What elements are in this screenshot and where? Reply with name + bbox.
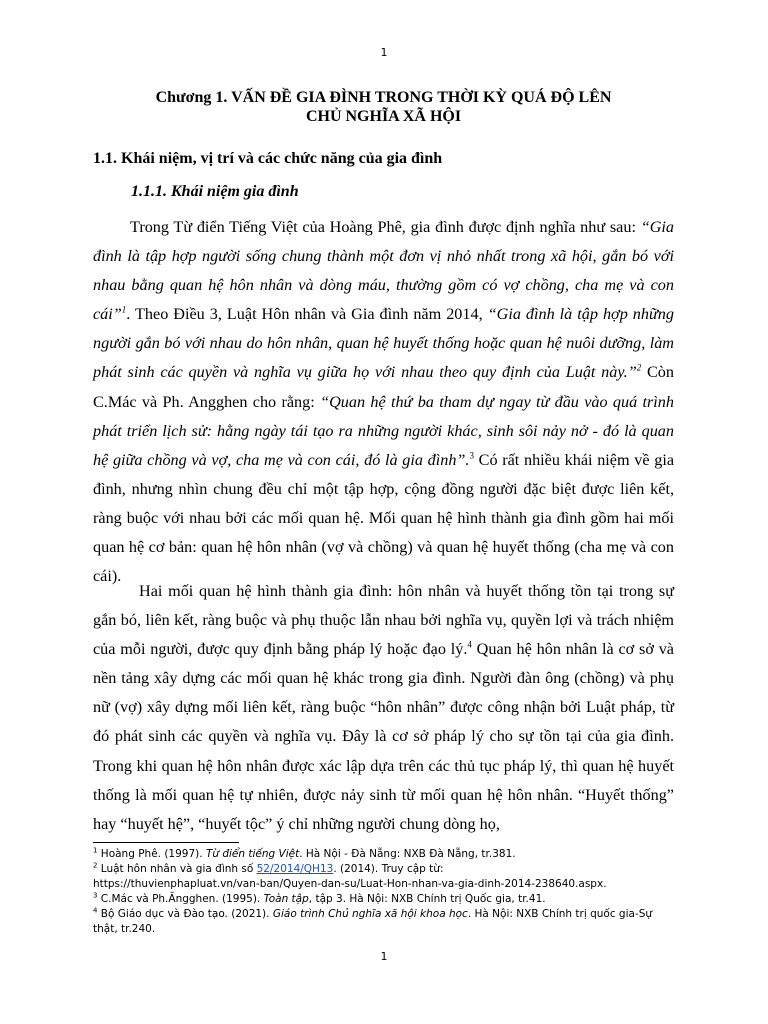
subsection-heading: 1.1.1. Khái niệm gia đình: [131, 183, 299, 200]
page-number-top: 1: [380, 46, 388, 59]
footnote-4-publisher: . Hà Nội: NXB Chính trị quốc gia-Sự thật, tr.240.: [93, 908, 653, 935]
footnote-4-title: Giáo trình Chủ nghĩa xã hội khoa học: [272, 908, 468, 920]
footnote-2-text: Luật hôn nhân và gia đình số: [97, 863, 257, 875]
footnote-3-number: 3: [93, 891, 98, 900]
paragraph-2-text-1: Hai mối quan hệ hình thành gia đình: hôn nhân và huyết thống tồn tại trong sự gắn bó, liên kết, ràng buộc và phụ thuộc lẫn nhau bởi nghĩa vụ, quyền lợi và trách nhiệm của mỗi người, được quy định bằng pháp lý hoặc đạo lý.: [93, 582, 674, 659]
footnote-2-access: . (2014). Truy cập từ:: [333, 863, 444, 875]
footnote-ref-4[interactable]: 4: [467, 639, 472, 650]
footnote-ref-3[interactable]: 3: [469, 450, 474, 461]
footnote-4-number: 4: [93, 906, 98, 915]
footnote-4: [93, 907, 674, 937]
paragraph-2-text-2: Quan hệ hôn nhân là cơ sở và nền tảng xây dựng các mối quan hệ khác trong gia đình. Người đàn ông (chồng) và phụ nữ (vợ) xây dựng mối liên kết, ràng buộc “hôn nhân” được công nhận bởi Luật pháp, từ đó phát sinh các quyền và nghĩa vụ. Đây là cơ sở pháp lý cho sự tồn tại của gia đình. Trong khi quan hệ hôn nhân được xác lập dựa trên các thủ tục pháp lý, thì quan hệ huyết thống là mối quan hệ tự nhiên, được nảy sinh từ mối quan hệ hôn nhân. “Huyết thống” hay “huyết hệ”, “huyết tộc” ý chỉ những người chung dòng họ,: [93, 640, 674, 833]
quote-marx-engels: “Quan hệ thứ ba tham dự ngay từ đầu vào quá trình phát triển lịch sử: hằng ngày tái tạo ra những người khác, sinh sôi nảy nở - đó là quan hệ giữa chồng và vợ, cha mẹ và con cái, đó là gia đình”.: [93, 392, 674, 469]
footnote-2-url: https://thuvienphapluat.vn/van-ban/Quyen-dan-su/Luat-Hon-nhan-va-gia-dinh-2014-238640.aspx.: [93, 878, 607, 890]
footnote-2-number: 2: [93, 861, 98, 870]
chapter-title-line1: Chương 1. VẤN ĐỀ GIA ĐÌNH TRONG THỜI KỲ QUÁ ĐỘ LÊN: [155, 89, 612, 106]
page-number-bottom: 1: [380, 950, 388, 963]
chapter-title: [93, 88, 674, 126]
footnote-1: [93, 847, 674, 862]
footnote-separator: [93, 842, 239, 843]
section-heading: 1.1. Khái niệm, vị trí và các chức năng của gia đình: [93, 150, 443, 167]
footnote-1-publisher: . Hà Nội - Đà Nẵng: NXB Đà Nẵng, tr.381.: [299, 848, 516, 860]
footnote-1-title: Từ điển tiếng Việt: [205, 848, 300, 860]
paragraph-1-text-2: . Theo Điều 3, Luật Hôn nhân và Gia đình năm 2014,: [126, 305, 488, 324]
footnote-4-text: Bộ Giáo dục và Đào tạo. (2021).: [97, 908, 273, 920]
footnote-1-text: Hoàng Phê. (1997).: [97, 848, 206, 860]
footnote-3-title: Toàn tập: [263, 893, 309, 905]
paragraph-2: [93, 577, 674, 839]
footnote-ref-2[interactable]: 2: [636, 363, 642, 374]
footnote-2: [93, 862, 674, 892]
paragraph-1-text-4: Có rất nhiều khái niệm về gia đình, nhưng nhìn chung đều chỉ một tập hợp, cộng đồng người đặc biệt được liên kết, ràng buộc với nhau bởi các mối quan hệ. Mối quan hệ hình thành gia đình gồm hai mối quan hệ cơ bản: quan hệ hôn nhân (vợ và chồng) và quan hệ huyết thống (cha mẹ và con cái).: [93, 450, 675, 586]
footnote-3-publisher: , tập 3. Hà Nội: NXB Chính trị Quốc gia, tr.41.: [308, 893, 546, 905]
footnote-1-number: 1: [93, 846, 98, 855]
quote-dictionary-definition: “Gia đình là tập hợp người sống chung thành một đơn vị nhỏ nhất trong xã hội, gắn bó với nhau bằng quan hệ hôn nhân và dòng máu, thường gồm có vợ chồng, cha mẹ và con cái”: [93, 218, 674, 324]
footnote-3: [93, 892, 674, 907]
quote-law-definition: “Gia đình là tập hợp những người gắn bó với nhau do hôn nhân, quan hệ huyết thống hoặc quan hệ nuôi dưỡng, làm phát sinh các quyền và nghĩa vụ giữa họ với nhau theo quy định của Luật này.”: [93, 305, 674, 382]
paragraph-1: [93, 213, 674, 591]
footnotes: [93, 847, 674, 937]
chapter-title-line2: CHỦ NGHĨA XÃ HỘI: [305, 108, 462, 125]
law-number-link[interactable]: 52/2014/QH13: [256, 863, 334, 875]
footnote-3-text: C.Mác và Ph.Ăngghen. (1995).: [97, 893, 264, 905]
paragraph-1-text-1: Trong Từ điển Tiếng Việt của Hoàng Phê, gia đình được định nghĩa như sau:: [130, 218, 641, 236]
paragraph-1-text-3: Còn C.Mác và Ph. Angghen cho rằng:: [93, 363, 674, 411]
footnote-ref-1[interactable]: 1: [121, 304, 127, 315]
